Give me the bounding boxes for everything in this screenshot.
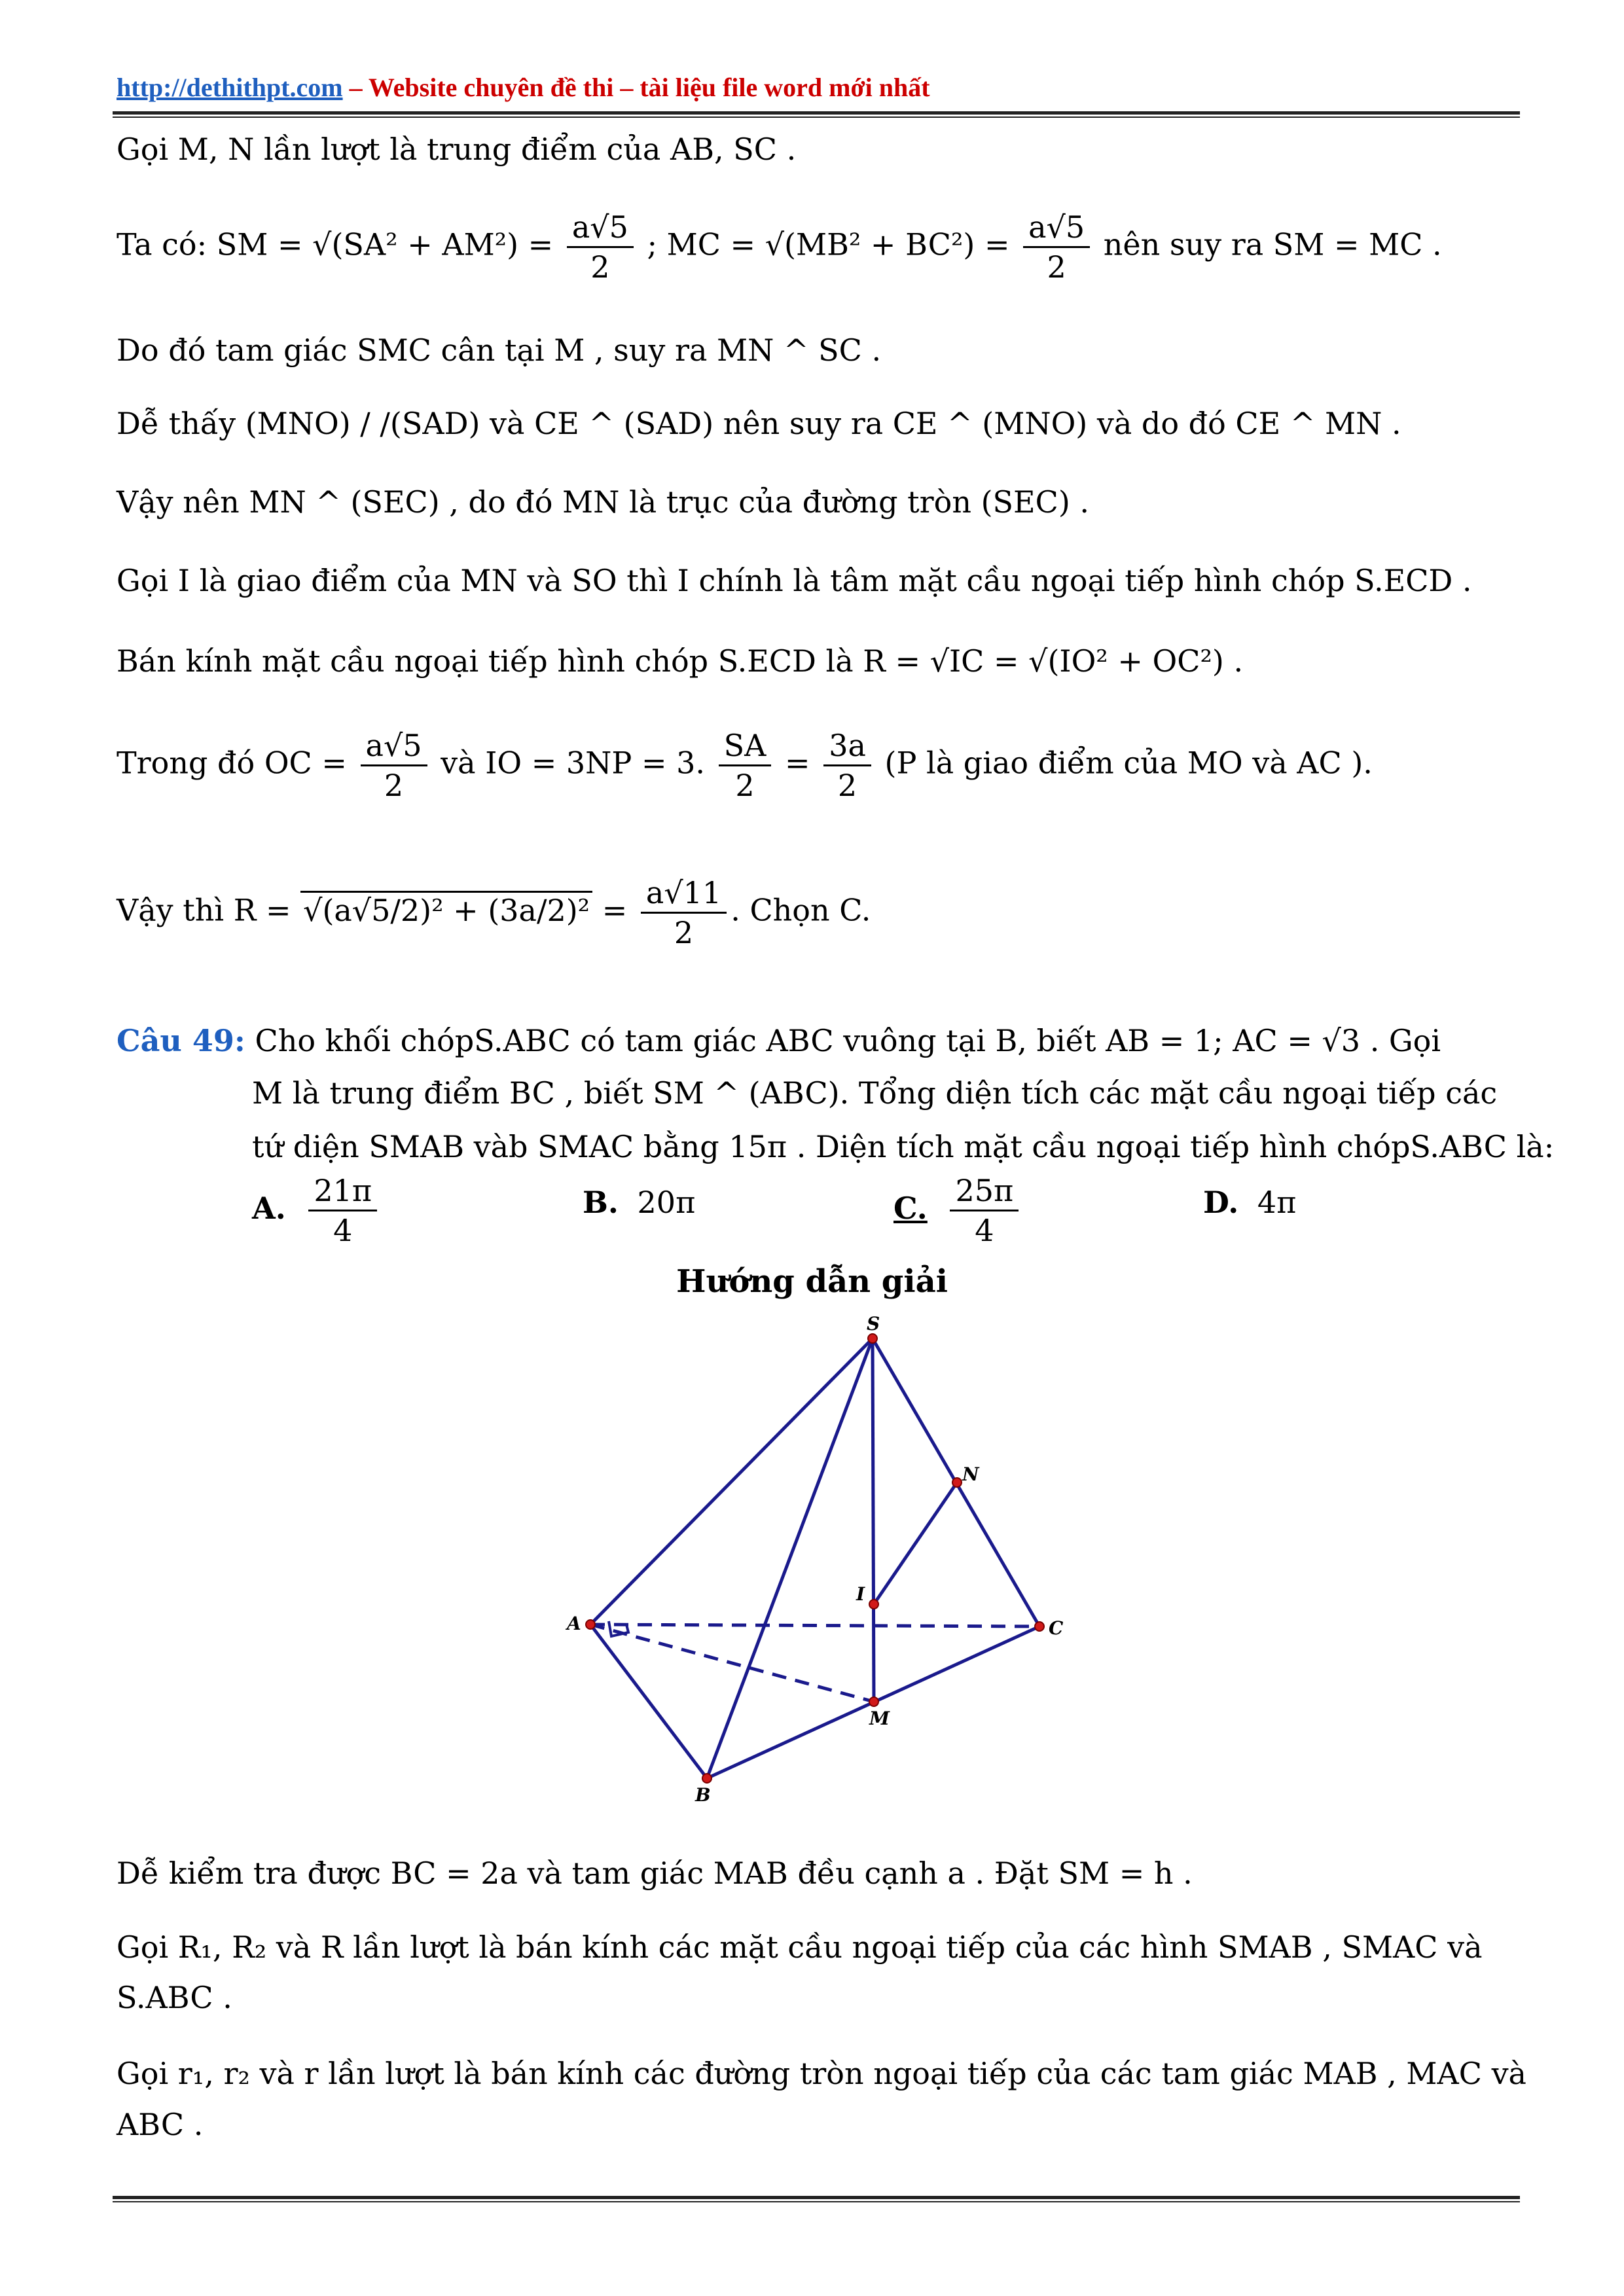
point-m xyxy=(869,1697,878,1706)
header-link[interactable]: http://dethithpt.com xyxy=(117,73,343,102)
option-value: 4π xyxy=(1257,1185,1297,1220)
point-b xyxy=(702,1774,712,1783)
text-segment: Ta có: SM = √(SA² + AM²) = xyxy=(117,226,554,262)
point-s xyxy=(868,1334,877,1343)
text-line: Dễ thấy (MNO) / /(SAD) và CE ^ (SAD) nên suy ra CE ^ (MNO) và do đó CE ^ MN . xyxy=(117,406,1401,441)
option-letter: A. xyxy=(252,1190,286,1226)
denominator: 2 xyxy=(1047,249,1066,285)
numerator: 3a xyxy=(823,726,871,766)
footer-rule-thin xyxy=(113,2201,1520,2202)
text-segment: . Chọn C. xyxy=(731,892,871,928)
question-line-2: M là trung điểm BC , biết SM ^ (ABC). Tổng diện tích các mặt cầu ngoại tiếp các xyxy=(252,1075,1498,1111)
denominator: 4 xyxy=(333,1213,353,1248)
text-line: Gọi R₁, R₂ và R lần lượt là bán kính các mặt cầu ngoại tiếp của các hình SMAB , SMAC và xyxy=(117,1929,1483,1965)
radical: √(a√5/2)² + (3a/2)² xyxy=(300,891,592,928)
point-c xyxy=(1035,1622,1044,1631)
option-letter: D. xyxy=(1203,1185,1239,1220)
option-letter: C. xyxy=(893,1190,928,1226)
denominator: 2 xyxy=(735,768,755,803)
label-n: N xyxy=(962,1463,979,1485)
option-letter: B. xyxy=(583,1185,619,1220)
label-a: A xyxy=(567,1613,581,1634)
edge-ab xyxy=(590,1624,707,1778)
question-line-3: tứ diện SMAB vàb SMAC bằng 15π . Diện tích mặt cầu ngoại tiếp hình chópS.ABC là: xyxy=(252,1129,1555,1164)
text-line: Vậy nên MN ^ (SEC) , do đó MN là trục của đường tròn (SEC) . xyxy=(117,484,1090,520)
footer-rule xyxy=(113,2196,1520,2199)
point-i xyxy=(869,1600,878,1609)
numerator: 21π xyxy=(308,1172,377,1211)
denominator: 4 xyxy=(975,1213,994,1248)
numerator: a√5 xyxy=(1023,208,1090,248)
point-n xyxy=(952,1478,962,1487)
edge-ac-hidden xyxy=(590,1624,1039,1626)
denominator: 2 xyxy=(837,768,857,803)
text-line: Gọi r₁, r₂ và r lần lượt là bán kính các đường tròn ngoại tiếp của các tam giác MAB , MAC và xyxy=(117,2056,1526,2091)
numerator: a√11 xyxy=(641,874,727,914)
point-a xyxy=(586,1620,595,1629)
text-segment: = xyxy=(785,745,810,781)
header-tagline: – Website chuyên đề thi – tài liệu file word mới nhất xyxy=(342,73,930,102)
question-label: Câu 49: xyxy=(117,1023,245,1058)
solution-title: Hướng dẫn giải xyxy=(676,1263,948,1300)
denominator: 2 xyxy=(384,768,404,803)
radicand: (a√5/2)² + (3a/2)² xyxy=(322,892,590,928)
text-segment: Vậy thì R = xyxy=(117,892,291,928)
numerator: SA xyxy=(719,726,772,766)
label-b: B xyxy=(695,1784,711,1806)
numerator: 25π xyxy=(950,1172,1019,1211)
text-segment: (P là giao điểm của MO và AC ). xyxy=(884,745,1373,781)
text-line: Dễ kiểm tra được BC = 2a và tam giác MAB đều cạnh a . Đặt SM = h . xyxy=(117,1856,1193,1891)
edge-am-hidden xyxy=(590,1624,874,1702)
denominator: 2 xyxy=(590,249,610,285)
numerator: a√5 xyxy=(567,208,634,248)
text-line: ABC . xyxy=(117,2107,204,2142)
numerator: a√5 xyxy=(361,726,427,766)
edge-ni xyxy=(874,1482,957,1604)
label-s: S xyxy=(867,1313,880,1335)
text-line: Bán kính mặt cầu ngoại tiếp hình chóp S.ECD là R = √IC = √(IO² + OC²) . xyxy=(117,643,1244,679)
text-line: Do đó tam giác SMC cân tại M , suy ra MN ^ SC . xyxy=(117,332,882,368)
denominator: 2 xyxy=(674,915,694,950)
label-c: C xyxy=(1049,1617,1064,1639)
text-segment: và IO = 3NP = 3. xyxy=(441,745,706,781)
figure-edges xyxy=(590,1338,1039,1778)
text-segment: = xyxy=(602,892,628,928)
edge-sa xyxy=(590,1338,873,1624)
text-line: Gọi I là giao điểm của MN và SO thì I chính là tâm mặt cầu ngoại tiếp hình chóp S.ECD . xyxy=(117,563,1472,598)
text-segment: ; MC = √(MB² + BC²) = xyxy=(647,226,1010,262)
label-i: I xyxy=(856,1583,865,1605)
edge-sm xyxy=(873,1338,874,1702)
text-segment: nên suy ra SM = MC . xyxy=(1103,226,1442,262)
text-line: Gọi M, N lần lượt là trung điểm của AB, SC . xyxy=(117,132,797,167)
option-value: 20π xyxy=(637,1185,696,1220)
label-m: M xyxy=(869,1708,890,1729)
text-segment: Trong đó OC = xyxy=(117,745,347,781)
question-text: Cho khối chópS.ABC có tam giác ABC vuông tại B, biết AB = 1; AC = √3 . Gọi xyxy=(255,1023,1441,1058)
text-line: S.ABC . xyxy=(117,1980,232,2015)
